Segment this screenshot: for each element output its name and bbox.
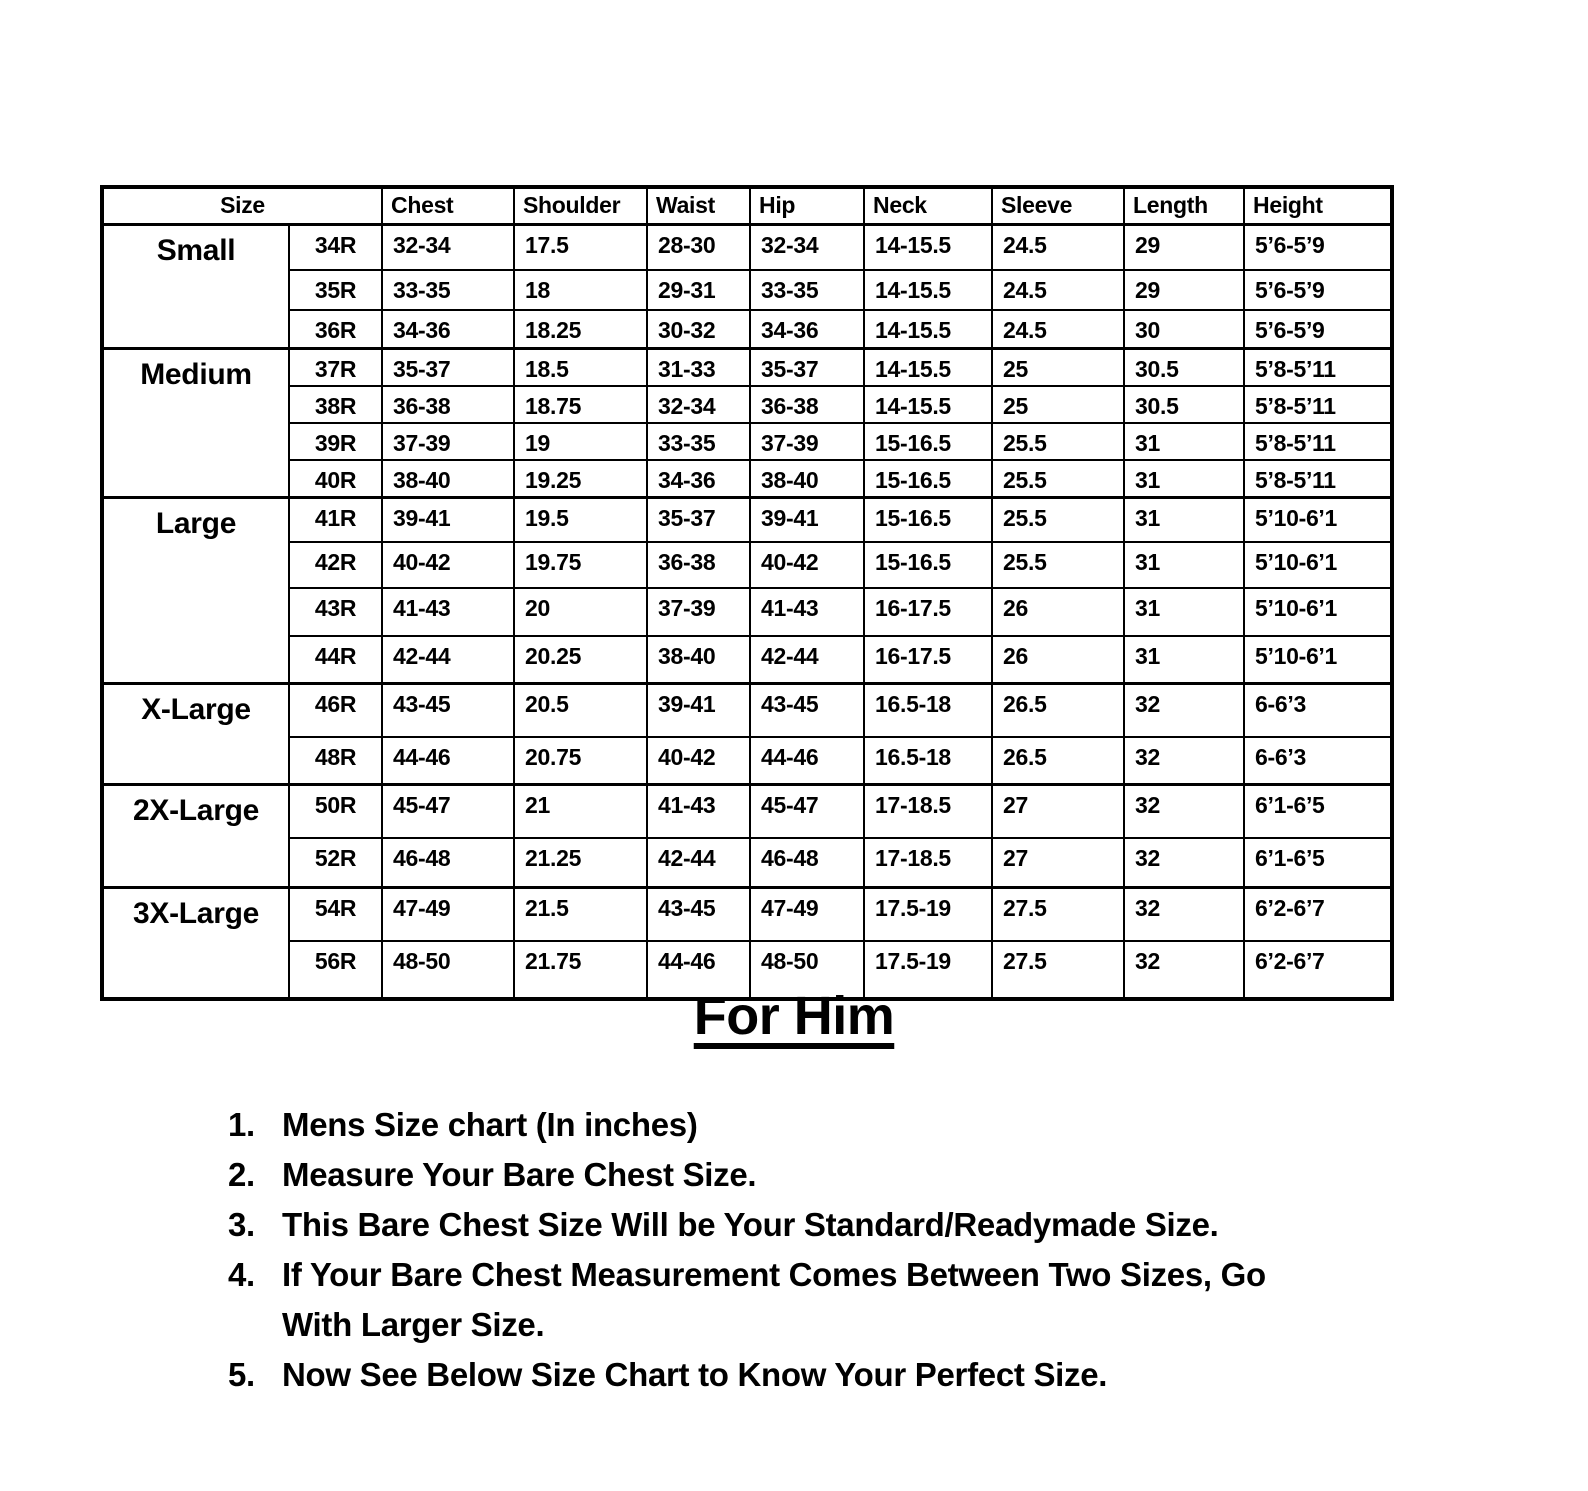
measurement-cell-length: 31 — [1124, 423, 1244, 460]
measurement-cell-waist: 40-42 — [647, 737, 750, 785]
instruction-number: 1. — [228, 1106, 255, 1143]
measurement-cell-chest: 42-44 — [382, 636, 514, 684]
instruction-number: 3. — [228, 1206, 255, 1243]
measurement-cell-height: 6’2-6’7 — [1244, 888, 1392, 941]
size-code-cell: 37R — [289, 348, 382, 386]
measurement-cell-sleeve: 25 — [992, 348, 1124, 386]
measurement-cell-shoulder: 19.75 — [514, 542, 647, 588]
column-header-length: Length — [1124, 187, 1244, 224]
measurement-cell-chest: 47-49 — [382, 888, 514, 941]
table-row-42r — [102, 542, 1392, 588]
measurement-cell-hip: 43-45 — [750, 684, 864, 737]
measurement-cell-height: 5’10-6’1 — [1244, 636, 1392, 684]
measurement-cell-chest: 34-36 — [382, 310, 514, 348]
measurement-cell-waist: 31-33 — [647, 348, 750, 386]
table-row-46r — [102, 684, 1392, 737]
measurement-cell-length: 29 — [1124, 224, 1244, 270]
measurement-cell-neck: 16-17.5 — [864, 588, 992, 636]
size-code-cell: 35R — [289, 270, 382, 310]
instruction-line: This Bare Chest Size Will be Your Standard/Readymade Size. — [282, 1206, 1219, 1243]
size-chart-table — [100, 185, 1394, 1001]
measurement-cell-shoulder: 18.5 — [514, 348, 647, 386]
measurement-cell-shoulder: 19.5 — [514, 498, 647, 542]
measurement-cell-neck: 15-16.5 — [864, 460, 992, 498]
table-row-40r — [102, 460, 1392, 498]
measurement-cell-neck: 16-17.5 — [864, 636, 992, 684]
measurement-cell-hip: 39-41 — [750, 498, 864, 542]
measurement-cell-neck: 17.5-19 — [864, 941, 992, 999]
size-code-cell: 44R — [289, 636, 382, 684]
measurement-cell-height: 5’10-6’1 — [1244, 542, 1392, 588]
measurement-cell-shoulder: 19.25 — [514, 460, 647, 498]
size-group-label: X-Large — [102, 684, 289, 785]
measurement-cell-chest: 41-43 — [382, 588, 514, 636]
measurement-cell-height: 5’8-5’11 — [1244, 386, 1392, 423]
table-row-34r — [102, 224, 1392, 270]
measurement-cell-length: 32 — [1124, 888, 1244, 941]
measurement-cell-chest: 43-45 — [382, 684, 514, 737]
measurement-cell-waist: 29-31 — [647, 270, 750, 310]
instruction-text — [282, 1150, 1468, 1200]
measurement-cell-chest: 44-46 — [382, 737, 514, 785]
size-code-cell: 39R — [289, 423, 382, 460]
measurement-cell-shoulder: 21.5 — [514, 888, 647, 941]
measurement-cell-neck: 16.5-18 — [864, 684, 992, 737]
measurement-cell-hip: 41-43 — [750, 588, 864, 636]
measurement-cell-hip: 45-47 — [750, 785, 864, 838]
measurement-cell-sleeve: 25 — [992, 386, 1124, 423]
size-code-cell: 41R — [289, 498, 382, 542]
measurement-cell-length: 30.5 — [1124, 348, 1244, 386]
measurement-cell-shoulder: 21.25 — [514, 838, 647, 888]
table-row-38r — [102, 386, 1392, 423]
instruction-item-4 — [228, 1250, 1468, 1350]
measurement-cell-neck: 14-15.5 — [864, 348, 992, 386]
instructions-list — [228, 1100, 1468, 1400]
measurement-cell-sleeve: 24.5 — [992, 224, 1124, 270]
measurement-cell-sleeve: 26 — [992, 588, 1124, 636]
measurement-cell-waist: 28-30 — [647, 224, 750, 270]
instruction-item-3 — [228, 1200, 1468, 1250]
size-group-label: Medium — [102, 348, 289, 498]
column-header-neck: Neck — [864, 187, 992, 224]
measurement-cell-sleeve: 27 — [992, 785, 1124, 838]
measurement-cell-hip: 34-36 — [750, 310, 864, 348]
instruction-number: 5. — [228, 1356, 255, 1393]
size-group-label: 3X-Large — [102, 888, 289, 999]
measurement-cell-waist: 37-39 — [647, 588, 750, 636]
measurement-cell-chest: 35-37 — [382, 348, 514, 386]
measurement-cell-chest: 37-39 — [382, 423, 514, 460]
measurement-cell-height: 5’10-6’1 — [1244, 588, 1392, 636]
measurement-cell-shoulder: 18.75 — [514, 386, 647, 423]
measurement-cell-sleeve: 27 — [992, 838, 1124, 888]
measurement-cell-neck: 15-16.5 — [864, 423, 992, 460]
measurement-cell-hip: 32-34 — [750, 224, 864, 270]
table-row-41r — [102, 498, 1392, 542]
measurement-cell-hip: 35-37 — [750, 348, 864, 386]
size-code-cell: 40R — [289, 460, 382, 498]
size-column-header: Size — [102, 187, 382, 224]
measurement-cell-chest: 32-34 — [382, 224, 514, 270]
instruction-text — [282, 1100, 1468, 1150]
measurement-cell-length: 30.5 — [1124, 386, 1244, 423]
measurement-cell-height: 5’10-6’1 — [1244, 498, 1392, 542]
measurement-cell-neck: 16.5-18 — [864, 737, 992, 785]
measurement-cell-waist: 36-38 — [647, 542, 750, 588]
table-row-37r — [102, 348, 1392, 386]
measurement-cell-waist: 38-40 — [647, 636, 750, 684]
instruction-line: Now See Below Size Chart to Know Your Perfect Size. — [282, 1356, 1108, 1393]
measurement-cell-hip: 42-44 — [750, 636, 864, 684]
measurement-cell-sleeve: 25.5 — [992, 542, 1124, 588]
instruction-item-5 — [228, 1350, 1468, 1400]
column-header-shoulder: Shoulder — [514, 187, 647, 224]
measurement-cell-shoulder: 17.5 — [514, 224, 647, 270]
measurement-cell-sleeve: 25.5 — [992, 498, 1124, 542]
measurement-cell-sleeve: 27.5 — [992, 888, 1124, 941]
table-row-52r — [102, 838, 1392, 888]
measurement-cell-waist: 44-46 — [647, 941, 750, 999]
measurement-cell-sleeve: 27.5 — [992, 941, 1124, 999]
measurement-cell-length: 32 — [1124, 838, 1244, 888]
column-header-hip: Hip — [750, 187, 864, 224]
instruction-line: If Your Bare Chest Measurement Comes Between Two Sizes, Go — [282, 1256, 1266, 1293]
measurement-cell-waist: 35-37 — [647, 498, 750, 542]
measurement-cell-length: 30 — [1124, 310, 1244, 348]
table-row-43r — [102, 588, 1392, 636]
table-row-35r — [102, 270, 1392, 310]
measurement-cell-neck: 15-16.5 — [864, 542, 992, 588]
measurement-cell-shoulder: 20.75 — [514, 737, 647, 785]
size-code-cell: 54R — [289, 888, 382, 941]
size-code-cell: 43R — [289, 588, 382, 636]
measurement-cell-length: 32 — [1124, 941, 1244, 999]
measurement-cell-sleeve: 24.5 — [992, 270, 1124, 310]
instruction-line: Mens Size chart (In inches) — [282, 1106, 698, 1143]
measurement-cell-waist: 42-44 — [647, 838, 750, 888]
measurement-cell-neck: 17.5-19 — [864, 888, 992, 941]
measurement-cell-shoulder: 20.5 — [514, 684, 647, 737]
measurement-cell-height: 6’1-6’5 — [1244, 838, 1392, 888]
instruction-item-1 — [228, 1100, 1468, 1150]
measurement-cell-hip: 37-39 — [750, 423, 864, 460]
table-row-50r — [102, 785, 1392, 838]
measurement-cell-height: 6’1-6’5 — [1244, 785, 1392, 838]
measurement-cell-height: 5’6-5’9 — [1244, 310, 1392, 348]
measurement-cell-chest: 36-38 — [382, 386, 514, 423]
measurement-cell-sleeve: 26.5 — [992, 684, 1124, 737]
column-header-chest: Chest — [382, 187, 514, 224]
measurement-cell-neck: 17-18.5 — [864, 838, 992, 888]
measurement-cell-chest: 39-41 — [382, 498, 514, 542]
size-code-cell: 52R — [289, 838, 382, 888]
measurement-cell-chest: 45-47 — [382, 785, 514, 838]
measurement-cell-hip: 38-40 — [750, 460, 864, 498]
table-row-36r — [102, 310, 1392, 348]
instruction-text — [282, 1200, 1468, 1250]
measurement-cell-sleeve: 25.5 — [992, 460, 1124, 498]
instruction-item-2 — [228, 1150, 1468, 1200]
instruction-text — [282, 1350, 1468, 1400]
measurement-cell-height: 5’8-5’11 — [1244, 423, 1392, 460]
measurement-cell-hip: 40-42 — [750, 542, 864, 588]
instruction-number: 2. — [228, 1156, 255, 1193]
measurement-cell-length: 29 — [1124, 270, 1244, 310]
measurement-cell-hip: 36-38 — [750, 386, 864, 423]
measurement-cell-sleeve: 24.5 — [992, 310, 1124, 348]
measurement-cell-sleeve: 25.5 — [992, 423, 1124, 460]
size-code-cell: 36R — [289, 310, 382, 348]
measurement-cell-length: 31 — [1124, 498, 1244, 542]
size-code-cell: 46R — [289, 684, 382, 737]
measurement-cell-waist: 43-45 — [647, 888, 750, 941]
size-code-cell: 50R — [289, 785, 382, 838]
for-him-heading: For Him — [693, 986, 895, 1046]
table-row-39r — [102, 423, 1392, 460]
measurement-cell-shoulder: 18.25 — [514, 310, 647, 348]
size-code-cell: 34R — [289, 224, 382, 270]
measurement-cell-waist: 33-35 — [647, 423, 750, 460]
size-group-label: 2X-Large — [102, 785, 289, 888]
measurement-cell-waist: 39-41 — [647, 684, 750, 737]
measurement-cell-chest: 38-40 — [382, 460, 514, 498]
table-header-row — [102, 187, 1392, 224]
measurement-cell-chest: 33-35 — [382, 270, 514, 310]
size-code-cell: 56R — [289, 941, 382, 999]
measurement-cell-hip: 48-50 — [750, 941, 864, 999]
column-header-waist: Waist — [647, 187, 750, 224]
measurement-cell-height: 6’2-6’7 — [1244, 941, 1392, 999]
measurement-cell-neck: 14-15.5 — [864, 386, 992, 423]
measurement-cell-neck: 14-15.5 — [864, 270, 992, 310]
measurement-cell-sleeve: 26 — [992, 636, 1124, 684]
table-row-48r — [102, 737, 1392, 785]
measurement-cell-chest: 46-48 — [382, 838, 514, 888]
size-code-cell: 38R — [289, 386, 382, 423]
measurement-cell-height: 5’8-5’11 — [1244, 348, 1392, 386]
measurement-cell-neck: 14-15.5 — [864, 310, 992, 348]
column-header-sleeve: Sleeve — [992, 187, 1124, 224]
measurement-cell-length: 32 — [1124, 684, 1244, 737]
measurement-cell-length: 31 — [1124, 542, 1244, 588]
measurement-cell-length: 31 — [1124, 588, 1244, 636]
size-code-cell: 48R — [289, 737, 382, 785]
table-row-54r — [102, 888, 1392, 941]
measurement-cell-shoulder: 18 — [514, 270, 647, 310]
measurement-cell-waist: 34-36 — [647, 460, 750, 498]
measurement-cell-neck: 14-15.5 — [864, 224, 992, 270]
measurement-cell-length: 32 — [1124, 785, 1244, 838]
measurement-cell-neck: 17-18.5 — [864, 785, 992, 838]
size-group-label: Small — [102, 224, 289, 348]
instruction-number: 4. — [228, 1256, 255, 1293]
measurement-cell-shoulder: 20 — [514, 588, 647, 636]
measurement-cell-hip: 46-48 — [750, 838, 864, 888]
measurement-cell-neck: 15-16.5 — [864, 498, 992, 542]
measurement-cell-height: 5’8-5’11 — [1244, 460, 1392, 498]
table-row-44r — [102, 636, 1392, 684]
measurement-cell-waist: 30-32 — [647, 310, 750, 348]
measurement-cell-length: 31 — [1124, 460, 1244, 498]
measurement-cell-shoulder: 19 — [514, 423, 647, 460]
measurement-cell-sleeve: 26.5 — [992, 737, 1124, 785]
measurement-cell-shoulder: 21.75 — [514, 941, 647, 999]
measurement-cell-height: 6-6’3 — [1244, 737, 1392, 785]
instruction-line: Measure Your Bare Chest Size. — [282, 1156, 757, 1193]
column-header-height: Height — [1244, 187, 1392, 224]
instruction-line: With Larger Size. — [282, 1306, 545, 1343]
measurement-cell-hip: 33-35 — [750, 270, 864, 310]
instruction-text — [282, 1250, 1468, 1350]
measurement-cell-waist: 32-34 — [647, 386, 750, 423]
measurement-cell-length: 32 — [1124, 737, 1244, 785]
measurement-cell-height: 5’6-5’9 — [1244, 224, 1392, 270]
measurement-cell-chest: 48-50 — [382, 941, 514, 999]
measurement-cell-shoulder: 21 — [514, 785, 647, 838]
measurement-cell-chest: 40-42 — [382, 542, 514, 588]
table-body — [102, 224, 1392, 999]
measurement-cell-height: 6-6’3 — [1244, 684, 1392, 737]
size-code-cell: 42R — [289, 542, 382, 588]
measurement-cell-hip: 44-46 — [750, 737, 864, 785]
measurement-cell-height: 5’6-5’9 — [1244, 270, 1392, 310]
measurement-cell-length: 31 — [1124, 636, 1244, 684]
measurement-cell-hip: 47-49 — [750, 888, 864, 941]
measurement-cell-shoulder: 20.25 — [514, 636, 647, 684]
size-group-label: Large — [102, 498, 289, 684]
measurement-cell-waist: 41-43 — [647, 785, 750, 838]
